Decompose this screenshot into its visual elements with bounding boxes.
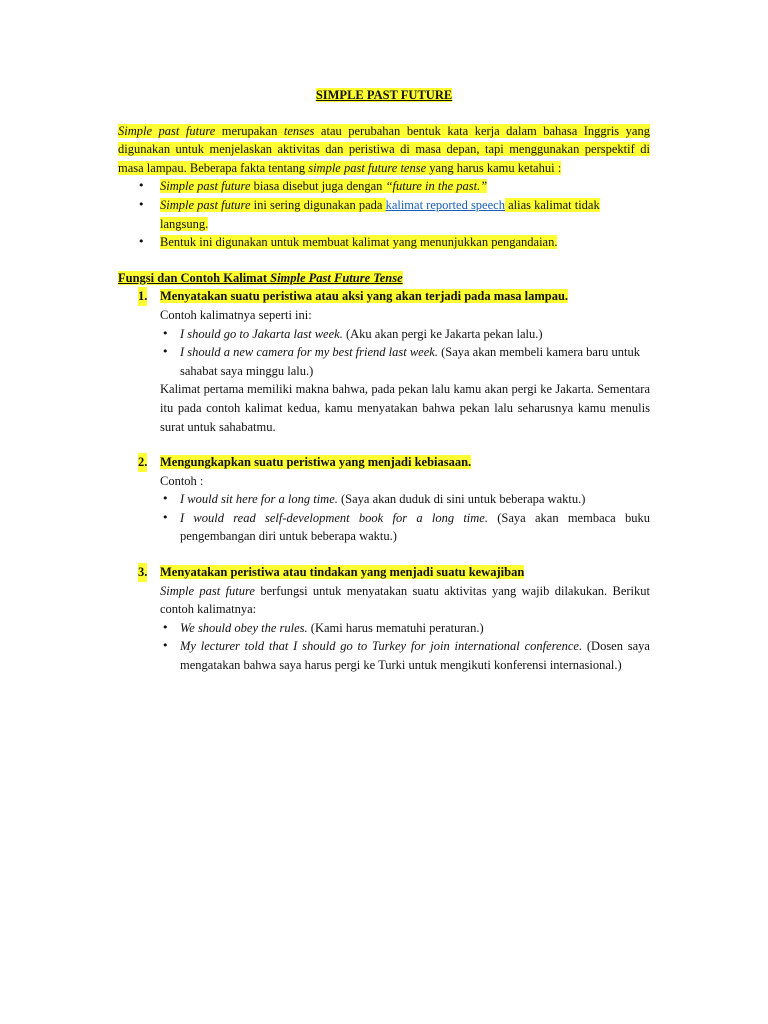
function-3-body [118, 582, 650, 675]
function-1-number: 1. [138, 287, 147, 306]
intro-text-1: merupakan [215, 123, 284, 138]
example-en: My lecturer told that I should go to Turkey for join international conference. [180, 639, 583, 654]
function-1-intro: Contoh kalimatnya seperti ini: [160, 307, 312, 322]
function-item-3 [118, 563, 650, 675]
function-2-intro: Contoh : [160, 473, 204, 488]
function-1-example-1 [160, 325, 650, 344]
fact-2-text-2: alias kalimat tidak langsung. [160, 197, 600, 231]
document-page [118, 86, 650, 675]
fact-item-1 [118, 177, 650, 196]
example-id: (Aku akan pergi ke Jakarta pekan lalu.) [342, 326, 543, 341]
fact-item-2 [118, 196, 650, 233]
function-item-2 [118, 453, 650, 546]
function-1-example-2 [160, 343, 650, 380]
facts-list [118, 177, 650, 251]
fact-1-text: biasa disebut juga dengan [250, 179, 386, 194]
fact-3-text: Bentuk ini digunakan untuk membuat kalimat yang menunjukkan pengandaian. [160, 235, 558, 250]
function-3-example-1 [160, 619, 650, 638]
function-2-title [118, 453, 650, 472]
function-1-note: Kalimat pertama memiliki makna bahwa, pada pekan lalu kamu akan pergi ke Jakarta. Sementara itu pada contoh kalimat kedua, kamu menyatakan bahwa pekan lalu seharusnya kamu menulis surat untuk sahabatmu. [160, 382, 650, 434]
function-2-example-1 [160, 490, 650, 509]
function-3-examples [160, 619, 650, 675]
example-id: (Saya akan membeli kamera baru untuk sahabat saya minggu lalu.) [180, 345, 640, 378]
example-id: (Saya akan membaca buku pengembangan diri untuk beberapa waktu.) [180, 510, 650, 544]
function-2-title-text: Mengungkapkan suatu peristiwa yang menjadi kebiasaan. [160, 455, 472, 470]
function-2-number: 2. [138, 453, 147, 472]
example-id: (Dosen saya mengatakan bahwa saya harus pergi ke Turki untuk mengikuti konferensi internasional.) [180, 639, 650, 673]
intro-paragraph [118, 122, 650, 178]
example-id: (Saya akan duduk di sini untuk beberapa waktu.) [337, 492, 586, 507]
fact-item-3 [118, 233, 650, 252]
reported-speech-link[interactable]: kalimat reported speech [385, 197, 505, 212]
fact-2-text: ini sering digunakan pada [250, 197, 386, 212]
intro-term: Simple past future [118, 123, 216, 138]
function-3-title [118, 563, 650, 582]
example-en: I should go to Jakarta last week. [180, 326, 343, 341]
example-en: I would read self-development book for a long time. [180, 510, 488, 525]
function-1-title [118, 287, 650, 306]
function-3-intro [160, 582, 650, 619]
function-2-example-2 [160, 509, 650, 546]
example-en: We should obey the rules. [180, 620, 308, 635]
fact-1-quote: “future in the past.” [385, 179, 488, 194]
intro-text-3: yang harus kamu ketahui : [426, 160, 562, 175]
fact-2-term: Simple past future [160, 197, 251, 212]
document-title [118, 86, 650, 105]
section-heading-text: Fungsi dan Contoh Kalimat [118, 270, 271, 285]
function-2-body [118, 472, 650, 546]
example-id: (Kami harus mematuhi peraturan.) [307, 620, 484, 635]
section-heading-italic: Simple Past Future Tense [270, 270, 403, 285]
document-title-text: SIMPLE PAST FUTURE [315, 88, 453, 102]
function-1-examples [160, 325, 650, 381]
function-3-title-text: Menyatakan peristiwa atau tindakan yang menjadi suatu kewajiban [160, 565, 525, 580]
fact-1-term: Simple past future [160, 179, 251, 194]
function-item-1 [118, 287, 650, 436]
function-3-intro-term: Simple past future [160, 583, 255, 598]
function-3-example-2 [160, 637, 650, 674]
function-3-intro-text: berfungsi untuk menyatakan suatu aktivitas yang wajib dilakukan. Berikut contoh kalimatnya: [160, 583, 650, 617]
function-1-title-text: Menyatakan suatu peristiwa atau aksi yang akan terjadi pada masa lampau. [160, 289, 569, 304]
example-en: I would sit here for a long time. [180, 492, 338, 507]
intro-tenses: tenses [283, 123, 315, 138]
intro-term-2: simple past future tense [308, 160, 427, 175]
function-1-body [118, 306, 650, 436]
function-3-number: 3. [138, 563, 147, 582]
function-2-examples [160, 490, 650, 546]
section-heading [118, 269, 650, 288]
example-en: I should a new camera for my best friend last week. [180, 345, 438, 360]
intro-text-2: atau perubahan bentuk kata kerja dalam bahasa Inggris yang digunakan untuk menjelaskan aktivitas dan peristiwa di masa depan, tapi menggunakan perspektif di masa lampau. Beberapa fakta tentang [118, 123, 650, 175]
